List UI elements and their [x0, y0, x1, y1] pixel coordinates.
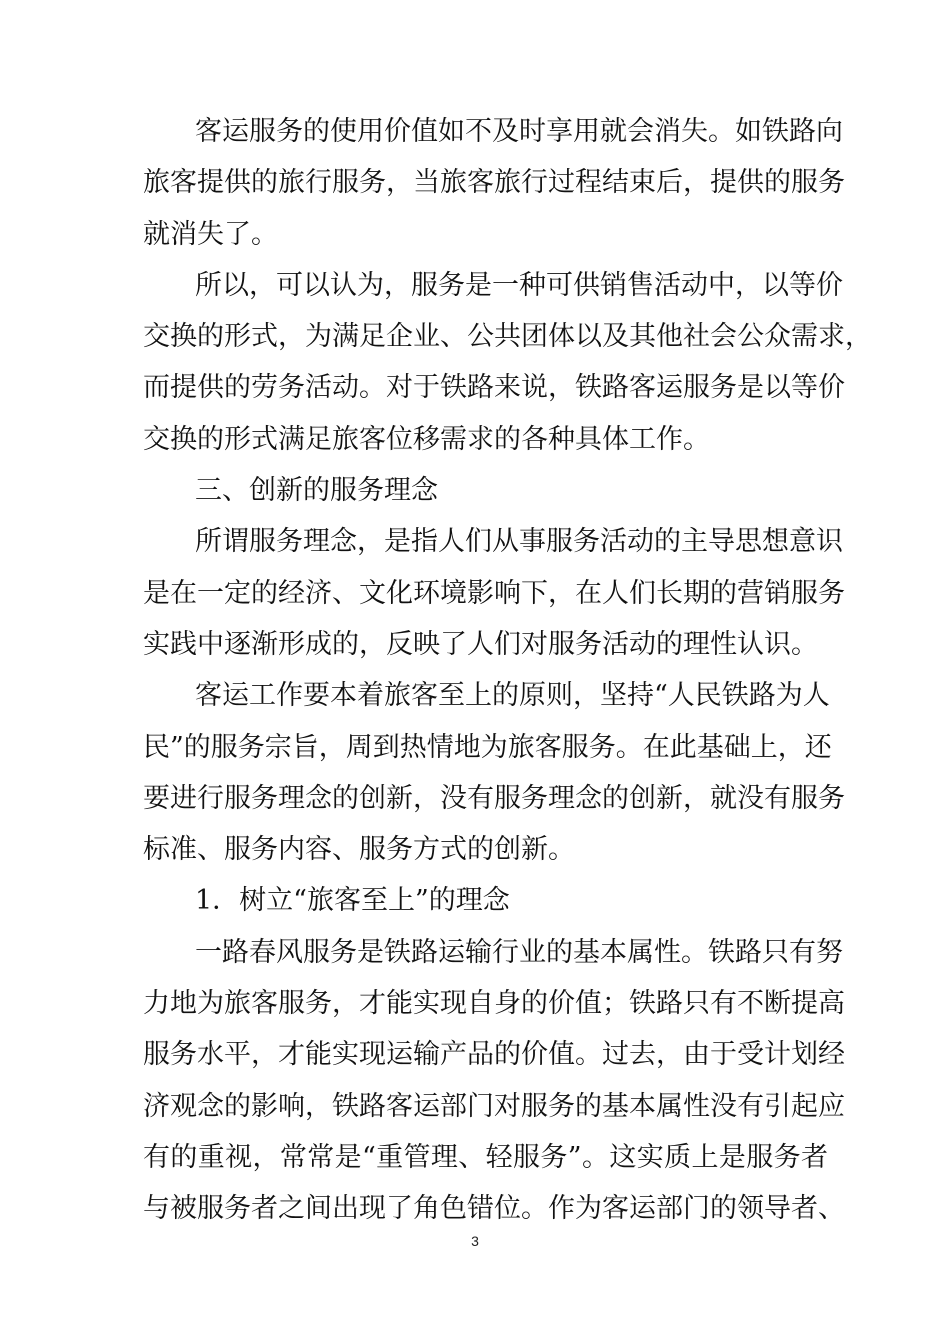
section-heading: 三、创新的服务理念	[195, 475, 438, 507]
text-line: 交换的形式满足旅客位移需求的各种具体工作。	[143, 423, 710, 455]
text-line: 而提供的劳务活动。对于铁路来说，铁路客运服务是以等价	[143, 372, 845, 404]
page-number: 3	[471, 1233, 479, 1249]
text-line: 客运服务的使用价值如不及时享用就会消失。如铁路向	[195, 116, 843, 147]
text-line: 标准、服务内容、服务方式的创新。	[143, 834, 575, 866]
text-line: 是在一定的经济、文化环境影响下，在人们长期的营销服务	[143, 577, 845, 609]
text-line: 有的重视，常常是“重管理、轻服务”。这实质上是服务者	[143, 1141, 828, 1173]
text-line: 所以，可以认为，服务是一种可供销售活动中，以等价	[195, 269, 843, 301]
text-line: 服务水平，才能实现运输产品的价值。过去，由于受计划经	[143, 1039, 845, 1071]
text-line: 就消失了。	[143, 218, 278, 250]
text-line: 客运工作要本着旅客至上的原则，坚持“人民铁路为人	[195, 680, 830, 712]
text-line: 与被服务者之间出现了角色错位。作为客运部门的领导者、	[143, 1193, 845, 1225]
text-line: 实践中逐渐形成的，反映了人们对服务活动的理性认识。	[143, 628, 818, 660]
text-line: 所谓服务理念，是指人们从事服务活动的主导思想意识	[195, 526, 843, 558]
text-line: 旅客提供的旅行服务，当旅客旅行过程结束后，提供的服务	[143, 167, 845, 199]
text-line: 力地为旅客服务，才能实现自身的价值；铁路只有不断提高	[143, 988, 845, 1020]
text-line: 济观念的影响，铁路客运部门对服务的基本属性没有引起应	[143, 1090, 845, 1122]
text-line: 要进行服务理念的创新，没有服务理念的创新，就没有服务	[143, 782, 845, 814]
subsection-heading: 1．树立“旅客至上”的理念	[195, 885, 510, 917]
document-body	[143, 106, 872, 1235]
text-line: 民”的服务宗旨，周到热情地为旅客服务。在此基础上，还	[143, 731, 832, 763]
text-line: 交换的形式，为满足企业、公共团体以及其他社会公众需求，	[143, 321, 872, 353]
text-line: 一路春风服务是铁路运输行业的基本属性。铁路只有努	[195, 936, 843, 968]
